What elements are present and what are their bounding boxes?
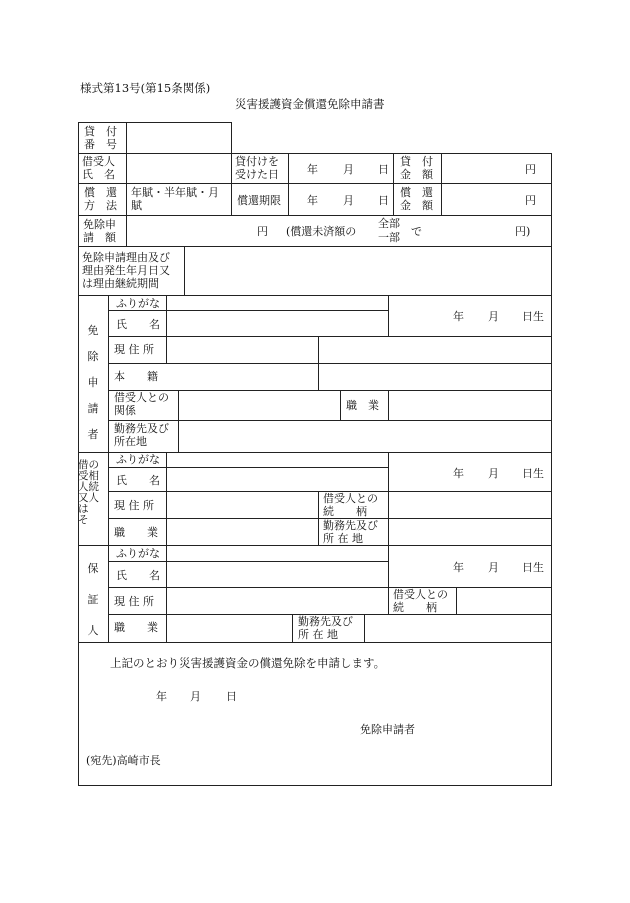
loan-amount-label: 貸 付 金 額: [400, 155, 433, 181]
applicant-birth-month: 月: [488, 310, 499, 323]
method-label: 償 還 方 法: [84, 186, 117, 212]
guarantor-name-label: 氏 名: [116, 569, 160, 582]
reason-label: 免除申請理由及び 理由発生年月日又 は理由継続期間: [82, 251, 170, 290]
deadline-month: 月: [343, 194, 354, 207]
guarantor-workplace-label: 勤務先及び 所 在 地: [298, 615, 353, 641]
heir-furigana-label: ふりがな: [116, 453, 160, 466]
deadline-day: 日: [378, 194, 389, 207]
heir-birth-year: 年: [453, 467, 464, 480]
loan-date-month: 月: [343, 163, 354, 176]
applicant-address-label: 現 住 所: [114, 343, 154, 356]
applicant-birth-year: 年: [453, 310, 464, 323]
unpaid-prefix: (償還未済額の: [286, 225, 357, 238]
heir-workplace-label: 勤務先及び 所 在 地: [323, 519, 378, 545]
applicant-group-label: 免除申請者: [87, 324, 99, 441]
date-year: 年: [156, 690, 167, 703]
applicant-furigana-label: ふりがな: [116, 297, 160, 310]
guarantor-birth-day: 日生: [522, 561, 544, 574]
unpaid-part[interactable]: 一部: [378, 231, 400, 244]
guarantor-birth-month: 月: [488, 561, 499, 574]
borrower-name-label: 借受人 氏 名: [82, 155, 115, 181]
loan-number-label: 貸 付 番 号: [84, 125, 117, 151]
declaration-text: 上記のとおり災害援護資金の償還免除を申請します。: [110, 656, 386, 670]
applicant-workplace-label: 勤務先及び 所在地: [114, 422, 169, 448]
borrower-name-field[interactable]: [128, 157, 228, 179]
unpaid-suffix: 円): [515, 225, 531, 238]
applicant-occupation-label: 職 業: [346, 399, 379, 412]
heir-name-label: 氏 名: [116, 474, 160, 487]
applicant-birth-day: 日生: [522, 310, 544, 323]
method-value[interactable]: 年賦・半年賦・月 賦: [131, 186, 219, 212]
heir-address-label: 現 住 所: [114, 499, 154, 512]
form-title: 災害援護資金償還免除申請書: [235, 97, 385, 111]
heir-birth-day: 日生: [522, 467, 544, 480]
repay-amount-label: 償 還 金 額: [400, 186, 433, 212]
applicant-signature-label: 免除申請者: [360, 723, 415, 736]
unpaid-de: で: [411, 225, 422, 238]
applicant-domicile-label: 本 籍: [114, 370, 158, 383]
applicant-name-label: 氏 名: [116, 318, 160, 331]
date-month: 月: [190, 690, 201, 703]
exempt-amount-label: 免除申 請 額: [83, 218, 116, 244]
reason-field[interactable]: [188, 250, 548, 292]
exempt-amount-yen: 円: [257, 225, 268, 238]
guarantor-relation-label: 借受人との 続 柄: [393, 588, 448, 614]
loan-date-year: 年: [307, 163, 318, 176]
loan-date-day: 日: [378, 163, 389, 176]
guarantor-furigana-label: ふりがな: [116, 547, 160, 560]
form-number: 様式第13号(第15条関係): [80, 81, 211, 95]
deadline-year: 年: [307, 194, 318, 207]
deadline-label: 償還期限: [237, 194, 281, 207]
guarantor-occupation-label: 職 業: [114, 621, 158, 634]
guarantor-group-label: 保証人: [87, 562, 99, 637]
heir-birth-month: 月: [488, 467, 499, 480]
heir-group-label: 借の 受相 人続 又人 は そ: [78, 459, 99, 526]
loan-number-field[interactable]: [128, 127, 228, 149]
heir-relation-label: 借受人との 続 柄: [323, 492, 378, 518]
guarantor-birth-year: 年: [453, 561, 464, 574]
applicant-relation-label: 借受人との 関係: [114, 391, 169, 417]
guarantor-address-label: 現 住 所: [114, 595, 154, 608]
date-day: 日: [226, 690, 237, 703]
repay-amount-yen: 円: [525, 194, 536, 207]
loan-amount-yen: 円: [525, 163, 536, 176]
loan-date-label: 貸付けを 受けた日: [235, 155, 279, 181]
heir-occupation-label: 職 業: [114, 526, 158, 539]
addressee: (宛先)高崎市長: [86, 754, 161, 767]
unpaid-all[interactable]: 全部: [378, 217, 400, 230]
